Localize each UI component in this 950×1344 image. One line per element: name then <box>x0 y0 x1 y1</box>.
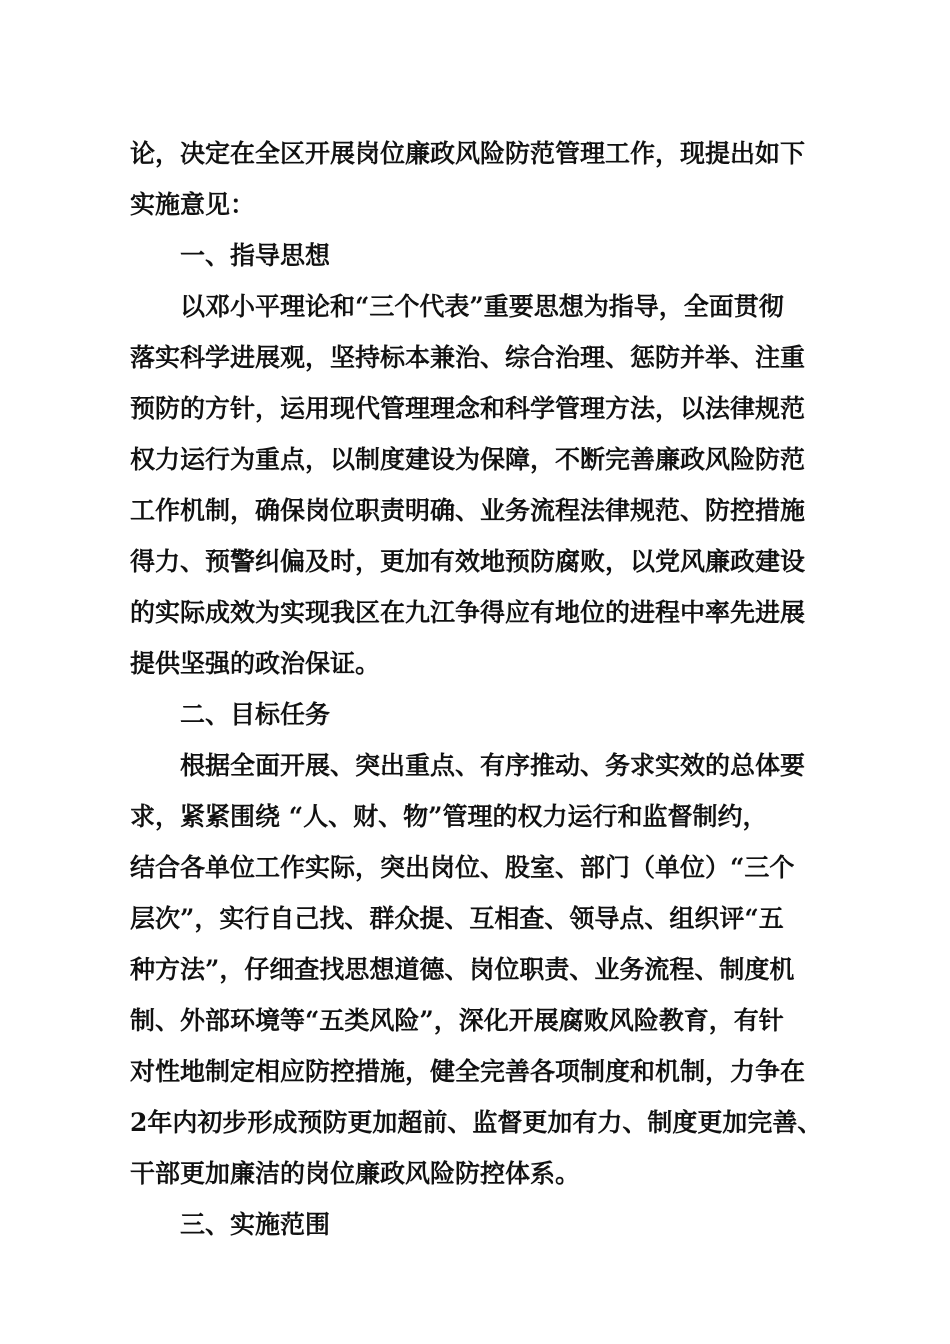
section1-line-3: 预防的方针，运用现代管理理念和科学管理方法，以法律规范 <box>130 394 806 423</box>
section1-line-5: 工作机制，确保岗位职责明确、业务流程法律规范、防控措施 <box>130 496 806 525</box>
section-heading-goals-tasks: 二、目标任务 <box>180 700 331 729</box>
section2-line-4: 层次”，实行自己找、群众提、互相查、领导点、组织评“五 <box>130 904 784 933</box>
section2-line-5: 种方法”，仔细查找思想道德、岗位职责、业务流程、制度机 <box>130 955 795 984</box>
section1-line-7: 的实际成效为实现我区在九江争得应有地位的进程中率先进展 <box>130 598 806 627</box>
section2-line-8: 2年内初步形成预防更加超前、监督更加有力、制度更加完善、 <box>130 1108 823 1137</box>
section2-line-2: 求，紧紧围绕 “人、财、物”管理的权力运行和监督制约， <box>130 802 768 831</box>
section2-line-3: 结合各单位工作实际，突出岗位、股室、部门（单位）“三个 <box>130 853 795 882</box>
section2-line-7: 对性地制定相应防控措施，健全完善各项制度和机制，力争在 <box>130 1057 806 1086</box>
section-heading-scope: 三、实施范围 <box>180 1210 331 1239</box>
section1-line-1: 以邓小平理论和“三个代表”重要思想为指导，全面贯彻 <box>180 292 784 321</box>
section1-line-2: 落实科学进展观，坚持标本兼治、综合治理、惩防并举、注重 <box>130 343 806 372</box>
section2-line-6: 制、外部环境等“五类风险”，深化开展腐败风险教育，有针 <box>130 1006 784 1035</box>
section1-line-8: 提供坚强的政治保证。 <box>130 649 381 678</box>
section2-line-9: 干部更加廉洁的岗位廉政风险防控体系。 <box>130 1159 581 1188</box>
intro-line-1: 论，决定在全区开展岗位廉政风险防范管理工作，现提出如下 <box>130 139 806 168</box>
section1-line-6: 得力、预警纠偏及时，更加有效地预防腐败，以党风廉政建设 <box>130 547 806 576</box>
intro-line-2: 实施意见： <box>130 190 256 219</box>
section-heading-guiding-ideology: 一、指导思想 <box>180 241 331 270</box>
document-body <box>130 128 830 1250</box>
section1-line-4: 权力运行为重点，以制度建设为保障，不断完善廉政风险防范 <box>130 445 806 474</box>
section2-line-1: 根据全面开展、突出重点、有序推动、务求实效的总体要 <box>180 751 806 780</box>
